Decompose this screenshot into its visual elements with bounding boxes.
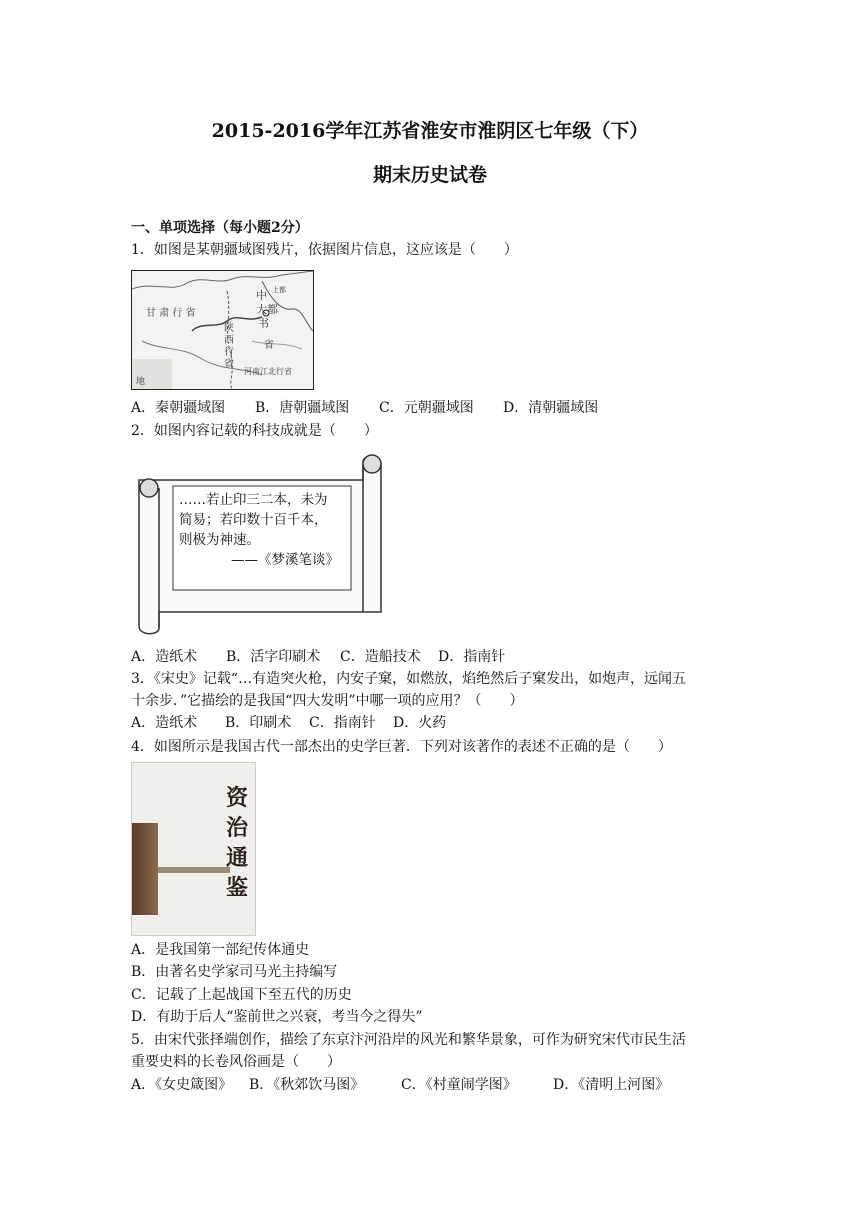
question-5-stem-line-2: 重要史料的长卷风俗画是（ ） (131, 1054, 341, 1070)
question-2-stem: 2．如图内容记载的科技成就是（ ） (131, 423, 378, 439)
map-label-shu: 书 (258, 317, 269, 330)
book-band-decoration (158, 867, 230, 873)
question-2-option-a[interactable]: A．造纸术 (131, 649, 198, 665)
map-label-zhong: 中 (256, 289, 267, 302)
question-5-options (131, 1075, 669, 1095)
question-3-options (131, 713, 446, 733)
map-label-sheng: 省 (264, 340, 274, 351)
question-2-option-d[interactable]: D．指南针 (438, 649, 506, 665)
question-3-option-a[interactable]: A．造纸术 (131, 715, 198, 731)
question-5-option-a[interactable]: A．《女史箴图》 (131, 1077, 233, 1093)
map-label-shangdu: 上都 (272, 286, 286, 294)
question-1-map-image (131, 270, 314, 390)
book-spine-decoration (132, 823, 158, 915)
question-1-option-a[interactable]: A．秦朝疆域图 (131, 400, 226, 416)
exam-title: 2015-2016学年江苏省淮安市淮阴区七年级（下） (211, 120, 649, 142)
question-5-option-c[interactable]: C．《村童闹学图》 (401, 1077, 517, 1093)
question-5-option-b[interactable]: B．《秋郊饮马图》 (249, 1077, 365, 1093)
question-3-stem-line-2: 十余步．”它描绘的是我国“四大发明”中哪一项的应用？（ ） (131, 693, 524, 709)
scroll-line-1: ……若止印三二本，未为 (179, 492, 328, 508)
scroll-source: ——《梦溪笔谈》 (231, 552, 339, 568)
question-5-option-d[interactable]: D．《清明上河图》 (553, 1077, 670, 1093)
question-4-stem: 4．如图所示是我国古代一部杰出的史学巨著．下列对该著作的表述不正确的是（ ） (131, 739, 672, 755)
scroll-line-3: 则极为神速。 (179, 532, 260, 548)
question-4-book-image (131, 762, 256, 936)
question-5-stem-line-1: 5．由宋代张择端创作，描绘了东京汴河沿岸的风光和繁华景象，可作为研究宋代市民生活 (131, 1032, 686, 1048)
question-3-stem-line-1: 3．《宋史》记载“…有造突火枪，内安子窠，如燃放，焰绝然后子窠发出，如炮声，远闻五 (131, 671, 687, 687)
question-2-option-c[interactable]: C．造船技术 (340, 649, 421, 665)
question-3-option-b[interactable]: B．印刷术 (225, 715, 292, 731)
question-2-scroll-image (131, 452, 383, 636)
section-heading: 一、单项选择（每小题2分） (131, 220, 309, 236)
question-4-option-c[interactable]: C．记载了上起战国下至五代的历史 (131, 987, 352, 1003)
map-label-dadu: 大都 (256, 303, 278, 316)
map-label-di: 地 (136, 377, 146, 387)
map-label-gansu: 甘 肃 行 省 (146, 308, 196, 319)
question-4-option-a[interactable]: A．是我国第一部纪传体通史 (131, 942, 310, 958)
exam-subtitle: 期末历史试卷 (372, 164, 487, 186)
question-3-option-c[interactable]: C．指南针 (309, 715, 376, 731)
map-label-henan: 河南江北行省 (244, 367, 292, 376)
scroll-quote (179, 490, 344, 570)
question-1-options (131, 398, 598, 418)
question-1-option-b[interactable]: B．唐朝疆域图 (255, 400, 350, 416)
question-2-options (131, 647, 505, 667)
map-label-shaanxi: 陕西行省 (224, 323, 234, 370)
question-4-option-b[interactable]: B．由著名史学家司马光主持编写 (131, 964, 338, 980)
question-1-option-c[interactable]: C．元朝疆域图 (379, 400, 474, 416)
book-title: 资 治 通 鉴 (225, 785, 248, 901)
question-1-option-d[interactable]: D．清朝疆域图 (503, 400, 599, 416)
scroll-line-2: 简易；若印数十百千本， (179, 512, 328, 528)
question-1-stem: 1．如图是某朝疆域图残片，依据图片信息，这应该是（ ） (131, 242, 518, 258)
question-4-option-d[interactable]: D．有助于后人“鉴前世之兴衰，考当今之得失” (131, 1009, 423, 1025)
question-2-option-b[interactable]: B．活字印刷术 (226, 649, 321, 665)
question-3-option-d[interactable]: D．火药 (393, 715, 447, 731)
